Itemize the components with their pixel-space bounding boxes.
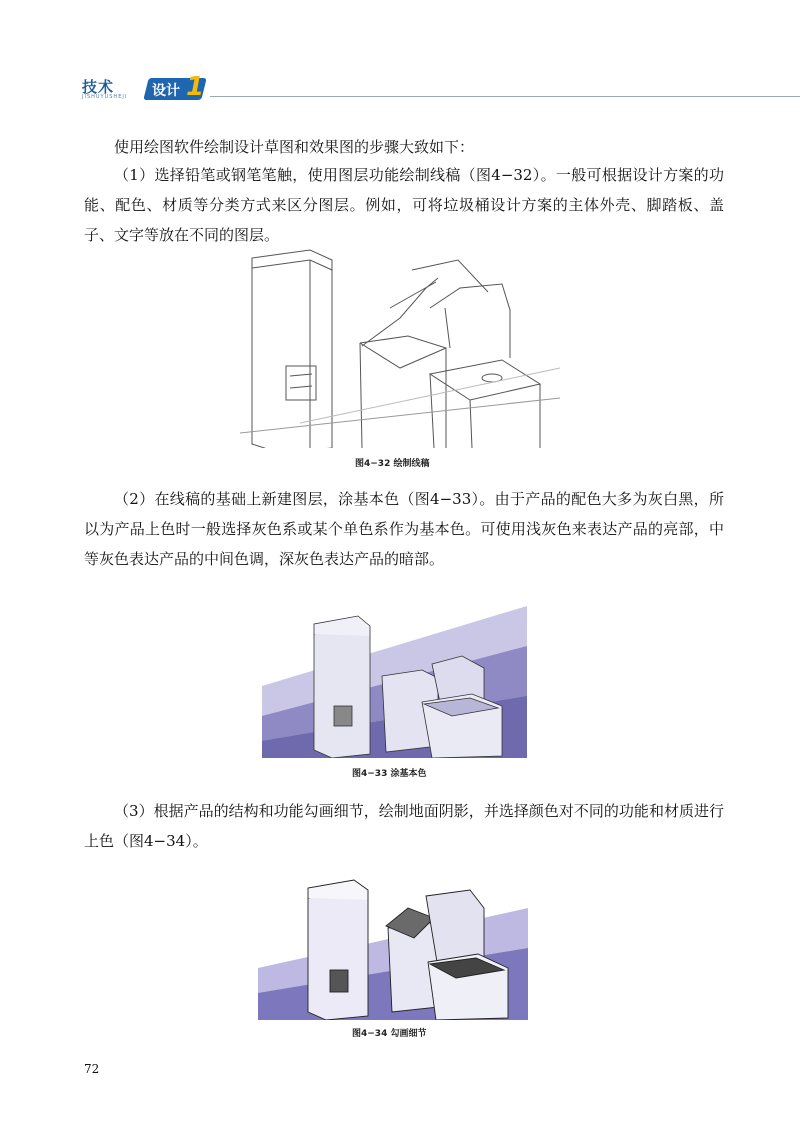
brand-primary: 技术 [82, 78, 115, 96]
step2-paragraph: （2）在线稿的基础上新建图层，涂基本色（图4−33）。由于产品的配色大多为灰白黑，所以为产品上色时一般选择灰色系或某个单色系作为基本色。可使用浅灰色来表达产品的亮部，中等灰色表达产品的中间色调，深灰色表达产品的暗部。 [84, 490, 724, 568]
brand-secondary: 设计 [152, 83, 180, 99]
brand-number: 1 [186, 72, 205, 102]
figure-base-color [262, 606, 527, 758]
header-rule [210, 96, 800, 97]
step3-paragraph: （3）根据产品的结构和功能勾画细节，绘制地面阴影，并选择颜色对不同的功能和材质进行上色（图4−34）。 [84, 802, 724, 850]
caption-figure-4-34: 图4−34 勾画细节 [352, 1029, 427, 1039]
caption-figure-4-33: 图4−33 涂基本色 [352, 769, 427, 779]
figure-detail [258, 878, 528, 1020]
caption-figure-4-32: 图4−32 绘制线稿 [355, 459, 430, 469]
page-number: 72 [84, 1062, 100, 1076]
step1-paragraph: （1）选择铅笔或钢笔笔触，使用图层功能绘制线稿（图4−32）。一般可根据设计方案的功能、配色、材质等分类方式来区分图层。例如，可将垃圾桶设计方案的主体外壳、脚踏板、盖子、文字等放在不同的图层。 [84, 166, 724, 244]
intro-paragraph: 使用绘图软件绘制设计草图和效果图的步骤大致如下： [114, 138, 475, 156]
brand-subtitle: JISHUYUSHEJI [82, 94, 128, 100]
figure-line-sketch [240, 248, 560, 448]
